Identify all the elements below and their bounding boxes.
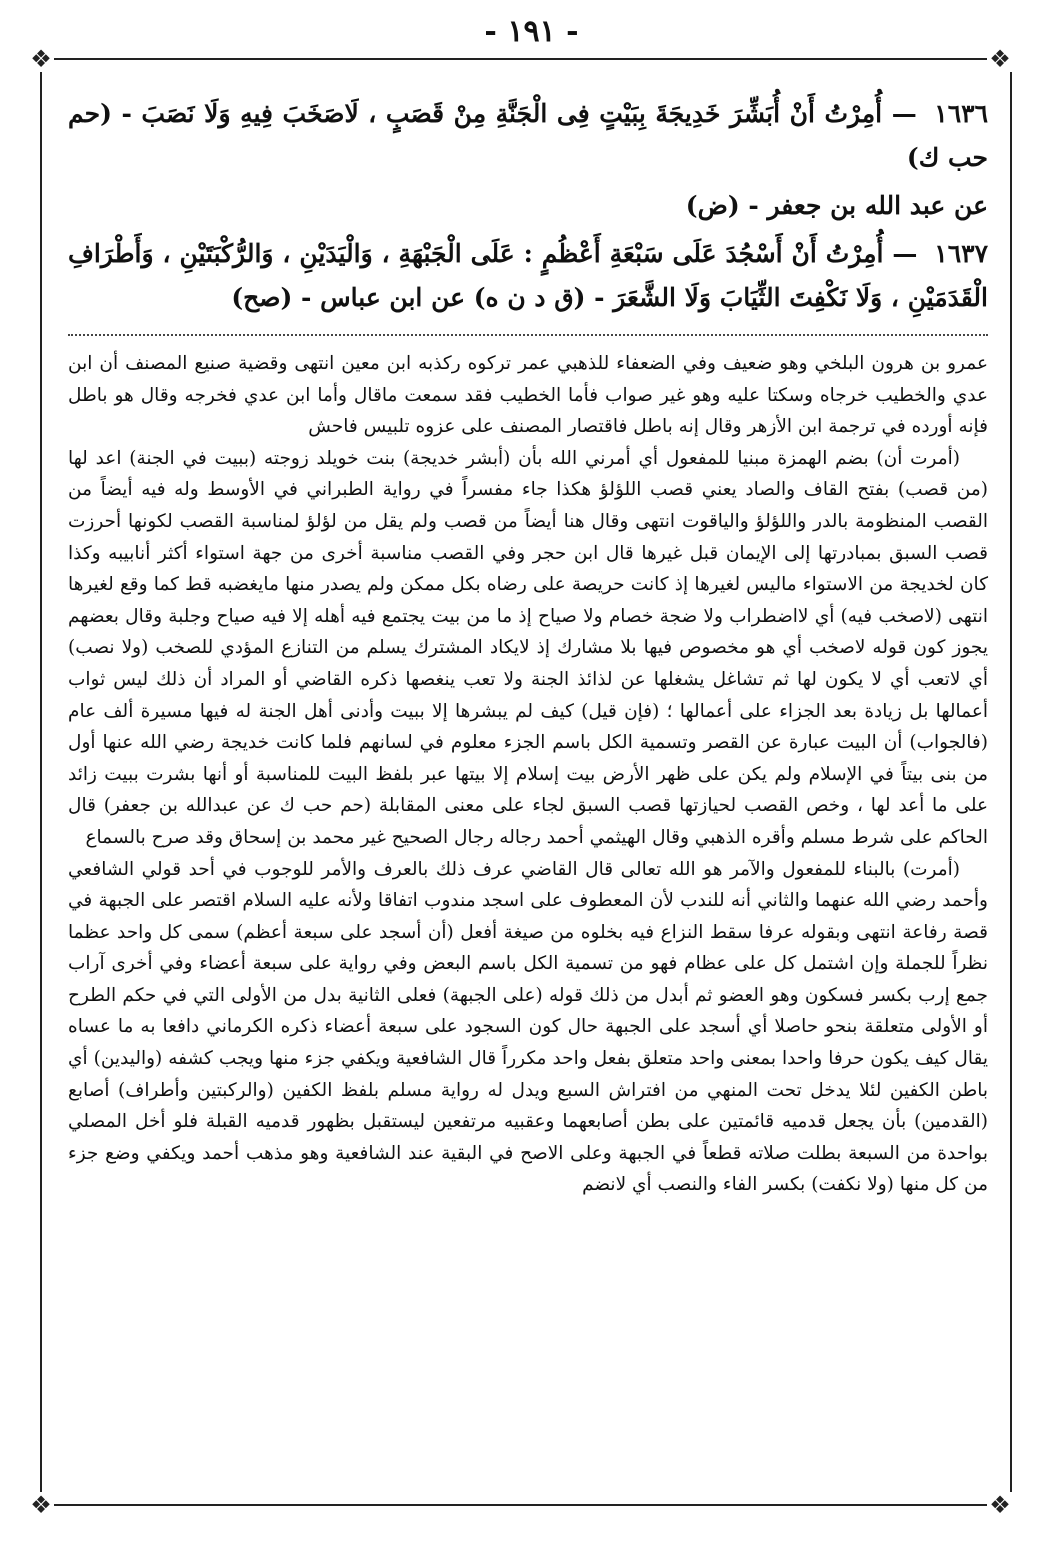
hadith-entry [68,92,988,180]
corner-ornament-icon: ❖ [987,46,1013,72]
page-content [68,92,988,1201]
corner-ornament-icon: ❖ [987,1492,1013,1518]
commentary-paragraph: (أمرت) بالبناء للمفعول والآمر هو الله تعالى قال القاضي عرف ذلك بالعرف والأمر للوجوب في أحد قولي الشافعي وأحمد رضي الله عنهما والثاني أنه للندب لأن المعطوف على اسجد مندوب اتفاقا ولأنه عليه السلام اقتصر على الجبهة في قصة رفاعة انتهى وبقوله عرفا سقط النزاع فيه بخلوه من صيغة أفعل (أن أسجد على سبعة أعظم) سمى كل واحد عظما نظراً للجملة وإن اشتمل كل على عظام فهو من تسمية الكل باسم البعض وفي رواية على سبعة أعضاء وفي أخرى آراب جمع إرب بكسر فسكون وهو العضو ثم أبدل من ذلك قوله (على الجبهة) فعلى الثانية بدل من الأولى التي في حكم الطرح أو الأولى متعلقة بنحو حاصلا أي أسجد على الجبهة حال كون السجود على سبعة أعضاء ذكره الكرماني دافعا به ما عساه يقال كيف يكون حرفا واحدا بمعنى واحد متعلق بفعل واحد مكرراً قال الشافعية ويكفي جزء منها ويجب كشفه (واليدين) أي باطن الكفين لئلا يدخل تحت المنهي من افتراش السبع ويدل له رواية مسلم بلفظ الكفين (والركبتين وأطراف) أصابع (القدمين) بأن يجعل قدميه قائمتين على بطن أصابعهما وعقبيه مرتفعين ليستقبل بظهور قدميه القبلة فلو أخل المصلي بواحدة من السبعة بطلت صلاته قطعاً في الجبهة وعلى الاصح في البقية عند الشافعية وهو مذهب أحمد ويكفي وضع جزء من كل منها (ولا نكفت) بكسر الفاء والنصب أي لانضم [68,858,988,1196]
hadith-number: ١٦٣٧ [934,239,988,268]
commentary [68,348,988,1201]
corner-ornament-icon: ❖ [28,1492,54,1518]
section-divider [68,334,988,336]
page-number: - ١٩١ - [484,14,579,49]
hadith-text: — أُمِرْتُ أَنْ أُبَشِّرَ خَدِيجَةَ بِبَيْتٍ فِى الْجَنَّةِ مِنْ قَصَبٍ ، لَاصَخَبَ فِيهِ وَلَا نَصَبَ - (حم حب ك) [68,99,988,172]
hadith-narrator: عن عبد الله بن جعفر - (ض) [685,191,988,220]
commentary-paragraph: (أمرت أن) بضم الهمزة مبنيا للمفعول أي أمرني الله بأن (أبشر خديجة) بنت خويلد زوجته (ببيت في الجنة) اعد لها (من قصب) بفتح القاف والصاد يعني قصب اللؤلؤ هكذا جاء مفسراً في رواية الطبراني في الأوسط وله فيه أيضاً من القصب المنظومة بالدر واللؤلؤ والياقوت انتهى وقال هنا أيضاً من قصب ولم يقل من لؤلؤ لمناسبة القصب لكونها أحرزت قصب السبق بمبادرتها إلى الإيمان قبل غيرها قال ابن حجر وفي القصب مناسبة أخرى من جهة استواء أكثر أنابيبه وكذا كان لخديجة من الاستواء ماليس لغيرها إذ كانت حريصة على رضاه بكل ممكن ولم يصدر منها مايغضبه قط كما وقع لغيرها انتهى (لاصخب فيه) أي لااضطراب ولا ضجة خصام ولا صياح إذ ما من بيت يجتمع فيه أهله إلا فيه صياح وجلبة وقال بعضهم يجوز كون قوله لاصخب أي هو مخصوص فيها بلا مشارك إذ لايكاد المشترك يسلم من التنازع المؤدي للصخب (ولا نصب) أي لاتعب أي لا يكون لها ثم تشاغل يشغلها عن لذائذ الجنة ولا تعب ينغصها ذكره القاضي أو المراد أن ذلك ليس ثواب أعمالها بل زيادة بعد الجزاء على أعمالها ؛ (فإن قيل) كيف لم يبشرها إلا ببيت وأدنى أهل الجنة له فيها مسيرة ألف عام (فالجواب) أن البيت عبارة عن القصر وتسمية الكل باسم الجزء معلوم في لسانهم فلما كانت خديجة رضي الله عنها أول من بنى بيتاً في الإسلام ولم يكن على ظهر الأرض بيت إسلام إلا بيتها عبر بلفظ البيت للمناسبة أو أنها بشرت ببيت زائد على ما أعد لها ، وخص القصب لحيازتها قصب السبق لجاء على معنى المقابلة (حم حب ك عن عبدالله بن جعفر) قال الحاكم على شرط مسلم وأقره الذهبي وقال الهيثمي أحمد رجاله رجال الصحيح غير محمد بن إسحاق وقد صرح بالسماع [68,447,988,848]
corner-ornament-icon: ❖ [28,46,54,72]
hadith-number: ١٦٣٦ [934,99,988,128]
hadith-source [68,184,988,228]
commentary-paragraph: عمرو بن هرون البلخي وهو ضعيف وفي الضعفاء للذهبي عمر تركوه ركذبه ابن معين انتهى وقضية صنيع المصنف أن ابن عدي والخطيب خرجاه وسكتا عليه وهو غير صواب فأما الخطيب فقد سمعت ماقال وأما ابن عدي فخرجه وقال هو باطل فإنه أورده في ترجمة ابن الأزهر وقال إنه باطل فاقتصار المصنف على عزوه تلبيس فاحش [68,353,988,438]
hadith-text: — أُمِرْتُ أَنْ أَسْجُدَ عَلَى سَبْعَةِ أَعْظُمٍ : عَلَى الْجَبْهَةِ ، وَالْيَدَيْنِ ، وَالرُّكْبَتَيْنِ ، وَأَطْرَافِ الْقَدَمَيْنِ ، وَلَا نَكْفِتَ الثِّيَابَ وَلَا الشَّعَرَ - (ق د ن ه) عن ابن عباس - (صح) [68,239,988,312]
hadith-entry [68,232,988,320]
